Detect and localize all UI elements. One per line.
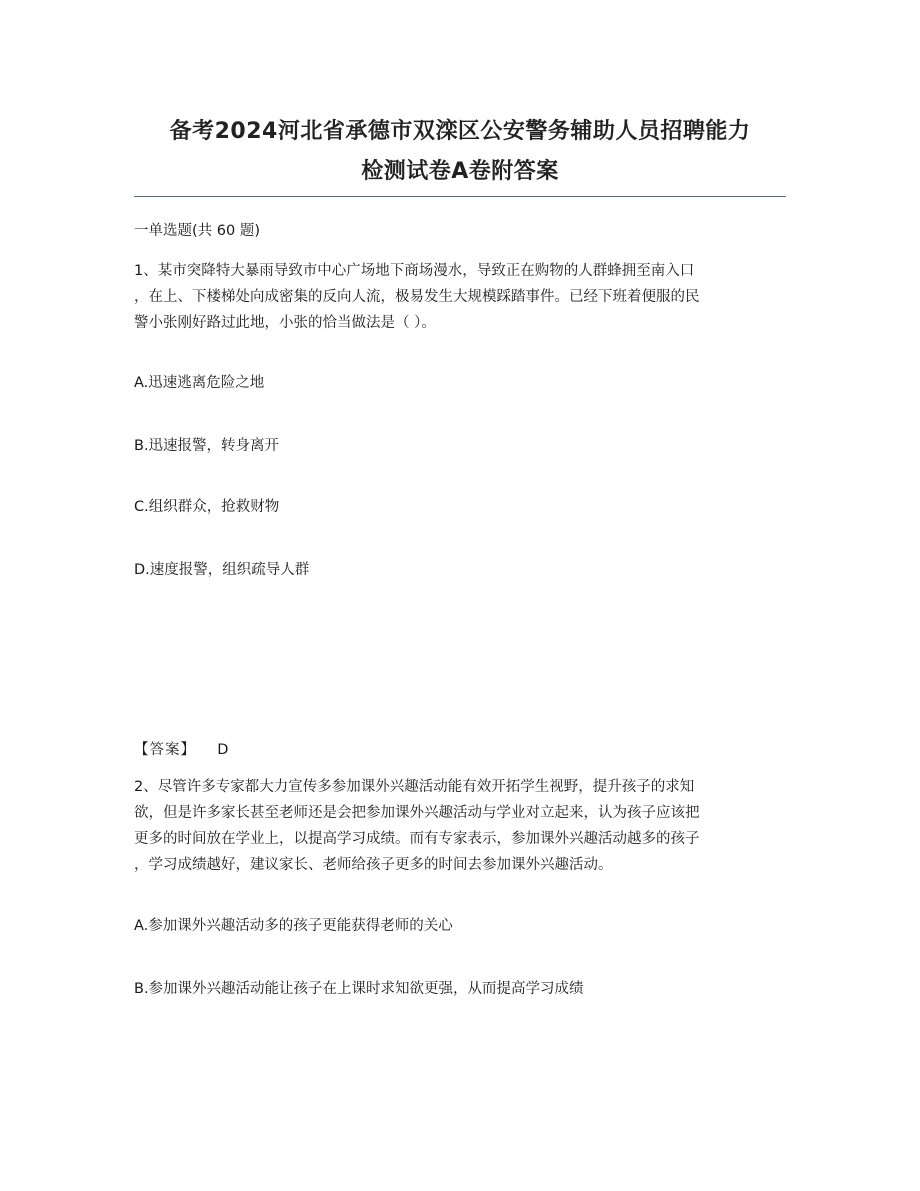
question-2-stem-line: ，学习成绩越好，建议家长、老师给孩子更多的时间去参加课外兴趣活动。 — [134, 857, 613, 873]
question-2-stem-line: 更多的时间放在学业上，以提高学习成绩。而有专家表示，参加课外兴趣活动越多的孩子 — [134, 831, 700, 847]
question-1-option-b: B.迅速报警，转身离开 — [134, 438, 280, 454]
question-1-option-a: A.迅速逃离危险之地 — [134, 375, 265, 391]
question-1-option-c: C.组织群众，抢救财物 — [134, 499, 280, 515]
question-2-stem — [134, 774, 794, 878]
question-2-stem-line: 欲，但是许多家长甚至老师还是会把参加课外兴趣活动与学业对立起来，认为孩子应该把 — [134, 805, 700, 821]
question-1-stem-line: ，在上、下楼梯处向成密集的反向人流，极易发生大规模踩踏事件。已经下班着便服的民 — [134, 289, 700, 305]
question-2-option-a: A.参加课外兴趣活动多的孩子更能获得老师的关心 — [134, 918, 453, 934]
question-1-option-d: D.速度报警，组织疏导人群 — [134, 562, 310, 578]
title-line-1: 备考2024河北省承德市双滦区公安警务辅助人员招聘能力 — [169, 119, 751, 144]
document-title — [130, 112, 790, 192]
question-2-stem-line: 2、尽管许多专家都大力宣传多参加课外兴趣活动能有效开拓学生视野，提升孩子的求知 — [134, 779, 695, 795]
section-heading: 一单选题(共 60 题) — [134, 223, 260, 239]
question-1-answer — [134, 740, 794, 760]
question-1-stem-line: 1、某市突降特大暴雨导致市中心广场地下商场漫水，导致正在购物的人群蜂拥至南入口 — [134, 263, 695, 279]
question-2-option-b: B.参加课外兴趣活动能让孩子在上课时求知欲更强，从而提高学习成绩 — [134, 981, 584, 997]
question-1-stem-line: 警小张刚好路过此地，小张的恰当做法是（ ）。 — [134, 315, 436, 331]
question-1-stem — [134, 258, 794, 336]
title-line-2: 检测试卷A卷附答案 — [361, 159, 559, 184]
answer-value: D — [217, 742, 229, 758]
answer-label: 【答案】 — [134, 742, 196, 758]
title-divider — [134, 196, 786, 197]
